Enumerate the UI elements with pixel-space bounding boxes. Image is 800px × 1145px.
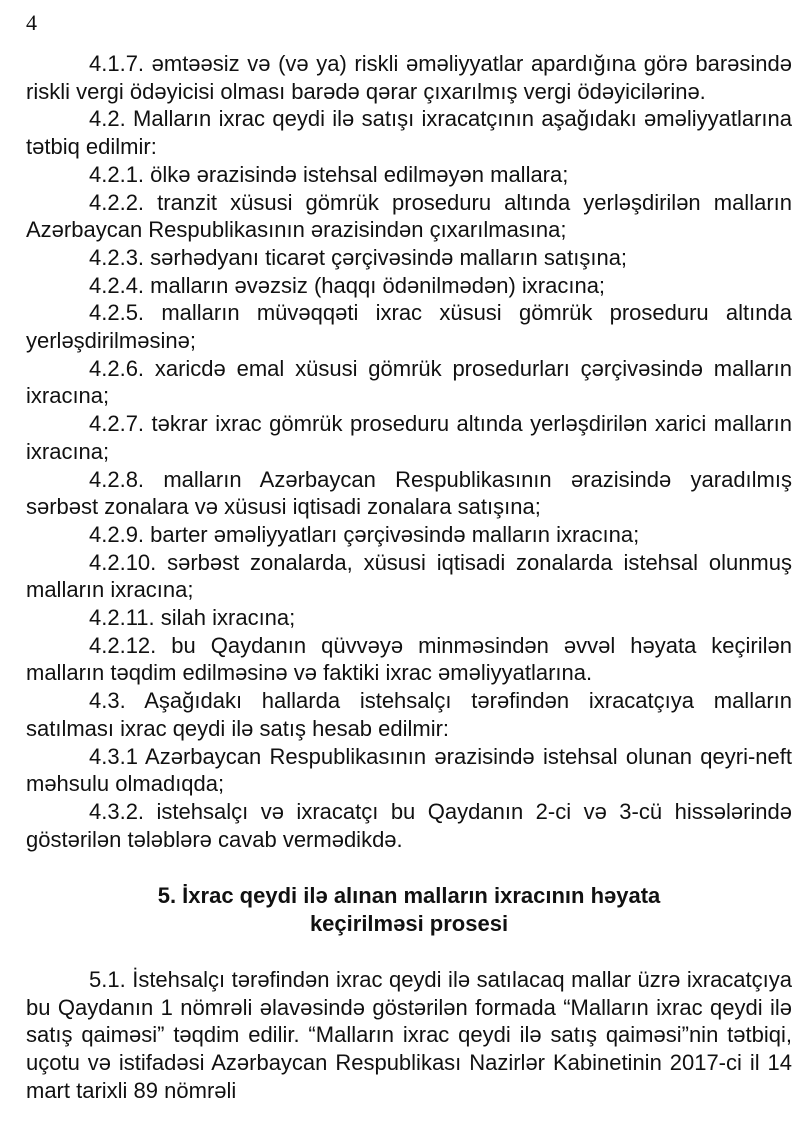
clause-4-2-3: 4.2.3. sərhədyanı ticarət çərçivəsində malların satışına; bbox=[89, 244, 628, 270]
clause-4-2: 4.2. Malların ixrac qeydi ilə satışı ixracatçının aşağıdakı əməliyyatlarına tətbiq edilmir: bbox=[26, 106, 792, 160]
clause-4-1-7: 4.1.7. əmtəəsiz və (və ya) riskli əməliyyatlar apardığına görə barəsində riskli vergi ödəyicisi olması barədə qərar çıxarılmış vergi ödəyicilərinə. bbox=[26, 51, 792, 104]
clause-4-2-1: 4.2.1. ölkə ərazisində istehsal edilməyən mallara; bbox=[89, 161, 569, 187]
section-5-heading-line2: keçirilməsi prosesi bbox=[309, 911, 509, 937]
clause-4-2-12: 4.2.12. bu Qaydanın qüvvəyə minməsindən əvvəl həyata keçirilən malların təqdim edilməsinə və faktiki ixrac əməliyyatlarına. bbox=[26, 632, 792, 686]
clause-4-2-2: 4.2.2. tranzit xüsusi gömrük proseduru altında yerləşdirilən malların Azərbaycan Respublikasının ərazisindən çıxarılmasına; bbox=[26, 189, 792, 243]
clause-4-2-7: 4.2.7. təkrar ixrac gömrük proseduru altında yerləşdirilən xarici malların ixracına; bbox=[26, 411, 792, 464]
section-5-heading-line1: 5. İxrac qeydi ilə alınan malların ixracının həyata bbox=[157, 883, 661, 909]
clause-4-3-2: 4.3.2. istehsalçı və ixracatçı bu Qaydanın 2-ci və 3-cü hissələrində göstərilən tələblərə cavab vermədikdə. bbox=[26, 798, 792, 852]
clause-4-2-8: 4.2.8. malların Azərbaycan Respublikasının ərazisində yaradılmış sərbəst zonalara və xüsusi iqtisadi zonalara satışına; bbox=[26, 466, 792, 520]
document-body bbox=[26, 50, 792, 1104]
clause-4-2-10: 4.2.10. sərbəst zonalarda, xüsusi iqtisadi zonalarda istehsal olunmuş malların ixracına; bbox=[26, 549, 792, 603]
page-number: 4 bbox=[26, 10, 37, 35]
clause-4-2-6: 4.2.6. xaricdə emal xüsusi gömrük prosedurları çərçivəsində malların ixracına; bbox=[26, 355, 792, 409]
clause-4-3: 4.3. Aşağıdakı hallarda istehsalçı tərəfindən ixracatçıya malların satılması ixrac qeydi ilə satış hesab edilmir: bbox=[26, 688, 792, 741]
clause-4-2-4: 4.2.4. malların əvəzsiz (haqqı ödənilmədən) ixracına; bbox=[89, 272, 606, 298]
clause-5-1: 5.1. İstehsalçı tərəfindən ixrac qeydi ilə satılacaq mallar üzrə ixracatçıya bu Qaydanın 1 nömrəli əlavəsində göstərilən formada “Malların ixrac qeydi ilə satış qaiməsi” təqdim edilir. “Malların ixrac qeydi ilə satış qaiməsi”nin tətbiqi, uçotu və istifadəsi Azərbaycan Respublikası Nazirlər Kabinetinin 2017-ci il 14 mart tarixli 89 nömrəli bbox=[26, 966, 792, 1103]
clause-4-2-5: 4.2.5. malların müvəqqəti ixrac xüsusi gömrük proseduru altında yerləşdirilməsinə; bbox=[26, 300, 792, 354]
section-5-heading bbox=[26, 882, 792, 937]
clause-4-2-11: 4.2.11. silah ixracına; bbox=[89, 605, 296, 631]
clause-4-2-9: 4.2.9. barter əməliyyatları çərçivəsində malların ixracına; bbox=[89, 521, 640, 547]
clause-4-3-1: 4.3.1 Azərbaycan Respublikasının ərazisində istehsal olunan qeyri-neft məhsulu olmadıqda; bbox=[26, 743, 792, 797]
